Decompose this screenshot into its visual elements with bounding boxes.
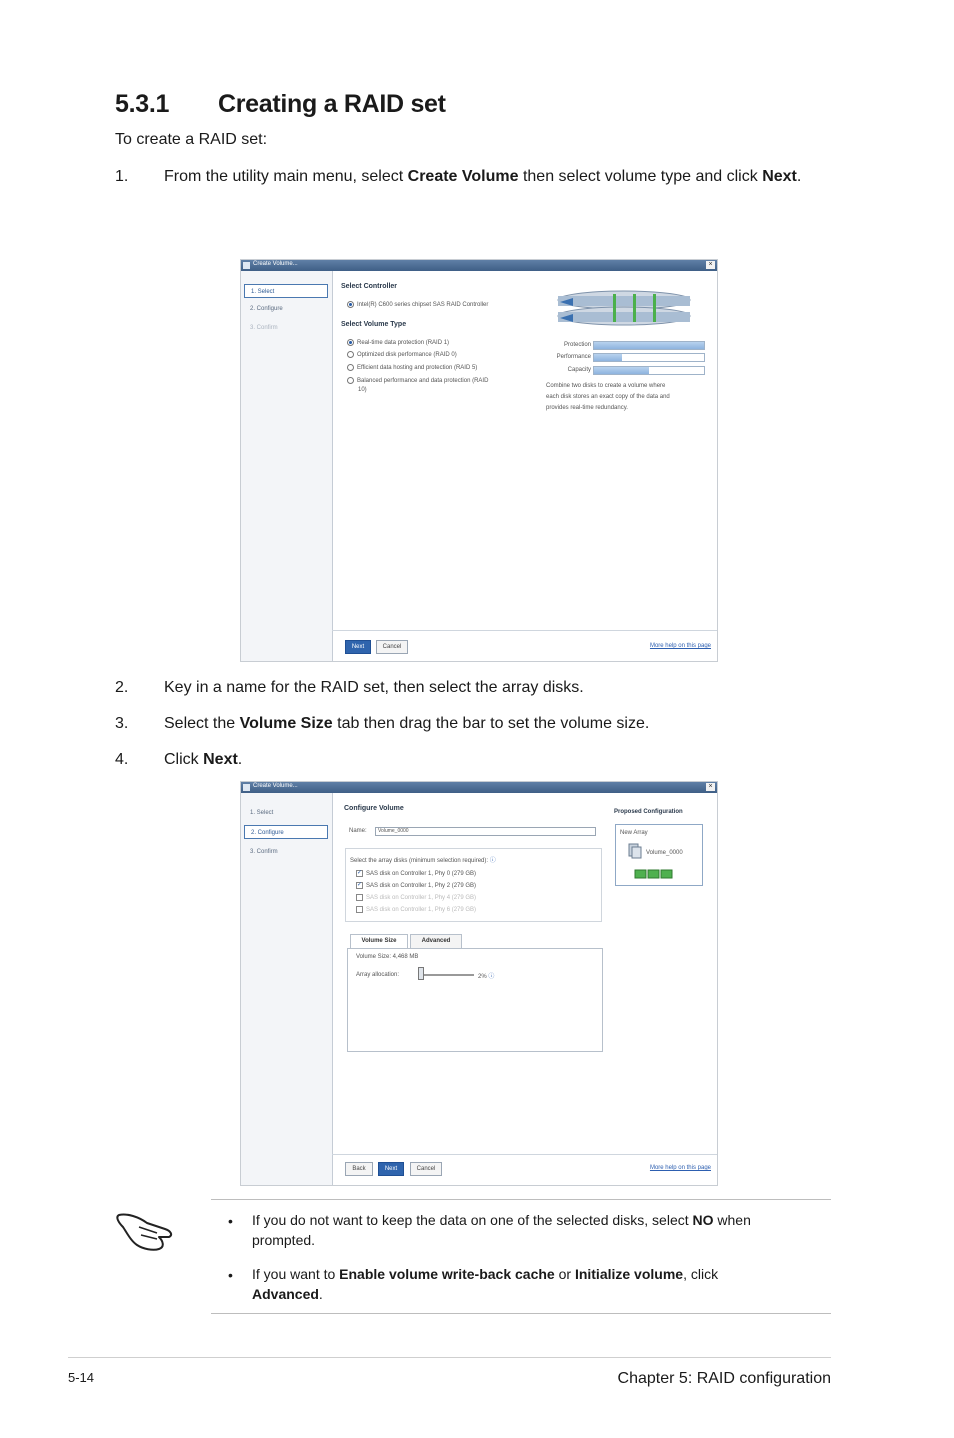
step-4 — [115, 748, 835, 771]
configure-volume-heading: Configure Volume — [344, 805, 404, 812]
window-titlebar — [241, 260, 717, 271]
disk-checkbox-3[interactable]: SAS disk on Controller 1, Phy 6 (279 GB) — [356, 906, 476, 913]
capacity-bar — [593, 366, 705, 375]
tab-volume-size[interactable]: Volume Size — [350, 934, 408, 948]
metric-label-protection: Protection — [563, 342, 591, 348]
volume-size-text: Volume Size: 4,468 MB — [356, 954, 419, 960]
performance-bar-fill — [594, 354, 622, 361]
section-heading — [115, 90, 446, 119]
hand-note-icon — [113, 1205, 179, 1255]
protection-bar-fill — [594, 342, 704, 349]
step-text: Select the Volume Size tab then drag the bar to set the volume size. — [164, 715, 650, 732]
step-text: Click Next. — [164, 751, 243, 768]
note-bottom-rule — [211, 1313, 831, 1314]
step-2 — [115, 676, 835, 699]
volume-label: Volume_0000 — [646, 850, 683, 856]
create-volume-select-screenshot — [240, 259, 718, 662]
disk-checkbox-1[interactable]: ✓ SAS disk on Controller 1, Phy 2 (279 GB) — [357, 882, 477, 890]
app-icon — [243, 262, 250, 269]
window-title: Create Volume... — [253, 261, 298, 267]
description-line-3: provides real-time redundancy. — [546, 405, 628, 411]
help-link[interactable]: More help on this page — [649, 1165, 711, 1171]
next-button[interactable]: Next — [345, 640, 371, 654]
step-text: Key in a name for the RAID set, then select the array disks. — [164, 679, 584, 696]
step-3 — [115, 712, 835, 735]
note-1: If you do not want to keep the data on one of the selected disks, select NO when prompted. — [252, 1212, 751, 1248]
wizard-button-bar — [332, 1154, 717, 1185]
help-icon[interactable]: ⓘ — [489, 858, 496, 864]
disks-label: Select the array disks (minimum selection required): ⓘ — [350, 858, 496, 864]
help-link[interactable]: More help on this page — [649, 643, 711, 649]
window-title: Create Volume... — [253, 783, 298, 789]
metric-label-performance: Performance — [556, 354, 591, 360]
volume-size-panel — [347, 948, 603, 1052]
page-number: 5-14 — [68, 1370, 95, 1385]
raid5-radio[interactable]: Efficient data hosting and protection (RAID 5) — [347, 364, 477, 371]
footer-rule — [68, 1357, 831, 1358]
step-number: 4. — [115, 751, 129, 768]
chapter-title: Chapter 5: RAID configuration — [617, 1370, 831, 1387]
window-titlebar — [241, 782, 717, 793]
protection-bar — [593, 341, 705, 350]
raid1-radio[interactable]: Real-time data protection (RAID 1) — [347, 339, 449, 346]
note-top-rule — [211, 1199, 831, 1200]
description-line-1: Combine two disks to create a volume where — [546, 383, 666, 389]
volume-name-input[interactable]: Volume_0000 — [375, 827, 596, 836]
raid10-radio-cont: 10) — [358, 387, 367, 393]
array-disks-group — [345, 848, 602, 922]
nav-confirm[interactable]: 3. Confirm — [250, 849, 278, 855]
disk-checkbox-0[interactable]: ✓ SAS disk on Controller 1, Phy 0 (279 GB) — [357, 870, 477, 878]
note-bullet-2: • — [228, 1267, 233, 1283]
proposed-config-heading: Proposed Configuration — [614, 809, 683, 815]
close-icon[interactable]: × — [706, 261, 715, 269]
allocation-value: 2% ⓘ — [478, 974, 495, 980]
nav-configure[interactable]: 2. Configure — [250, 306, 283, 312]
allocation-slider-handle[interactable] — [418, 967, 424, 980]
allocation-slider[interactable] — [418, 974, 474, 976]
step-text: From the utility main menu, select Create Volume then select volume type and click Next. — [164, 168, 802, 185]
disks-icon — [634, 869, 674, 879]
section-title: Creating a RAID set — [218, 90, 446, 118]
nav-configure[interactable]: 2. Configure — [244, 825, 328, 839]
cancel-button[interactable]: Cancel — [410, 1162, 442, 1176]
performance-bar — [593, 353, 705, 362]
new-array-label: New Array — [620, 830, 648, 836]
array-allocation-label: Array allocation: — [356, 972, 400, 978]
raid-disks-illustration — [555, 288, 693, 330]
step-number: 2. — [115, 679, 129, 696]
close-icon[interactable]: × — [706, 783, 715, 791]
app-icon — [243, 784, 250, 791]
nav-select[interactable]: 1. Select — [250, 810, 274, 816]
note-bullet-1: • — [228, 1213, 233, 1229]
step-number: 3. — [115, 715, 129, 732]
raid0-radio[interactable]: Optimized disk performance (RAID 0) — [347, 351, 457, 358]
intro-text: To create a RAID set: — [115, 131, 268, 148]
back-button[interactable]: Back — [345, 1162, 373, 1176]
nav-confirm[interactable]: 3. Confirm — [250, 325, 278, 331]
raid10-radio[interactable]: Balanced performance and data protection (RAID — [347, 377, 488, 384]
tab-advanced[interactable]: Advanced — [410, 934, 462, 948]
volume-icon — [628, 843, 642, 859]
next-button[interactable]: Next — [378, 1162, 404, 1176]
disk-checkbox-2[interactable]: SAS disk on Controller 1, Phy 4 (279 GB) — [356, 894, 476, 901]
select-volume-type-heading: Select Volume Type — [341, 321, 407, 328]
wizard-nav — [241, 793, 333, 1185]
description-line-2: each disk stores an exact copy of the data and — [546, 394, 670, 400]
step-1 — [115, 165, 835, 211]
section-number: 5.3.1 — [115, 90, 170, 118]
create-volume-configure-screenshot — [240, 781, 718, 1186]
step-number: 1. — [115, 168, 129, 185]
name-label: Name: — [349, 828, 367, 834]
cancel-button[interactable]: Cancel — [376, 640, 408, 654]
capacity-bar-fill — [594, 367, 649, 374]
wizard-nav — [241, 271, 333, 661]
metric-label-capacity: Capacity — [567, 367, 591, 373]
note-2: If you want to Enable volume write-back cache or Initialize volume, click Advanced. — [252, 1266, 719, 1302]
select-controller-heading: Select Controller — [341, 283, 398, 290]
proposed-config-box — [615, 824, 703, 886]
nav-select[interactable]: 1. Select — [244, 284, 328, 298]
wizard-button-bar — [332, 630, 717, 661]
controller-radio[interactable]: Intel(R) C600 series chipset SAS RAID Controller — [347, 301, 488, 308]
help-icon[interactable]: ⓘ — [488, 974, 495, 980]
